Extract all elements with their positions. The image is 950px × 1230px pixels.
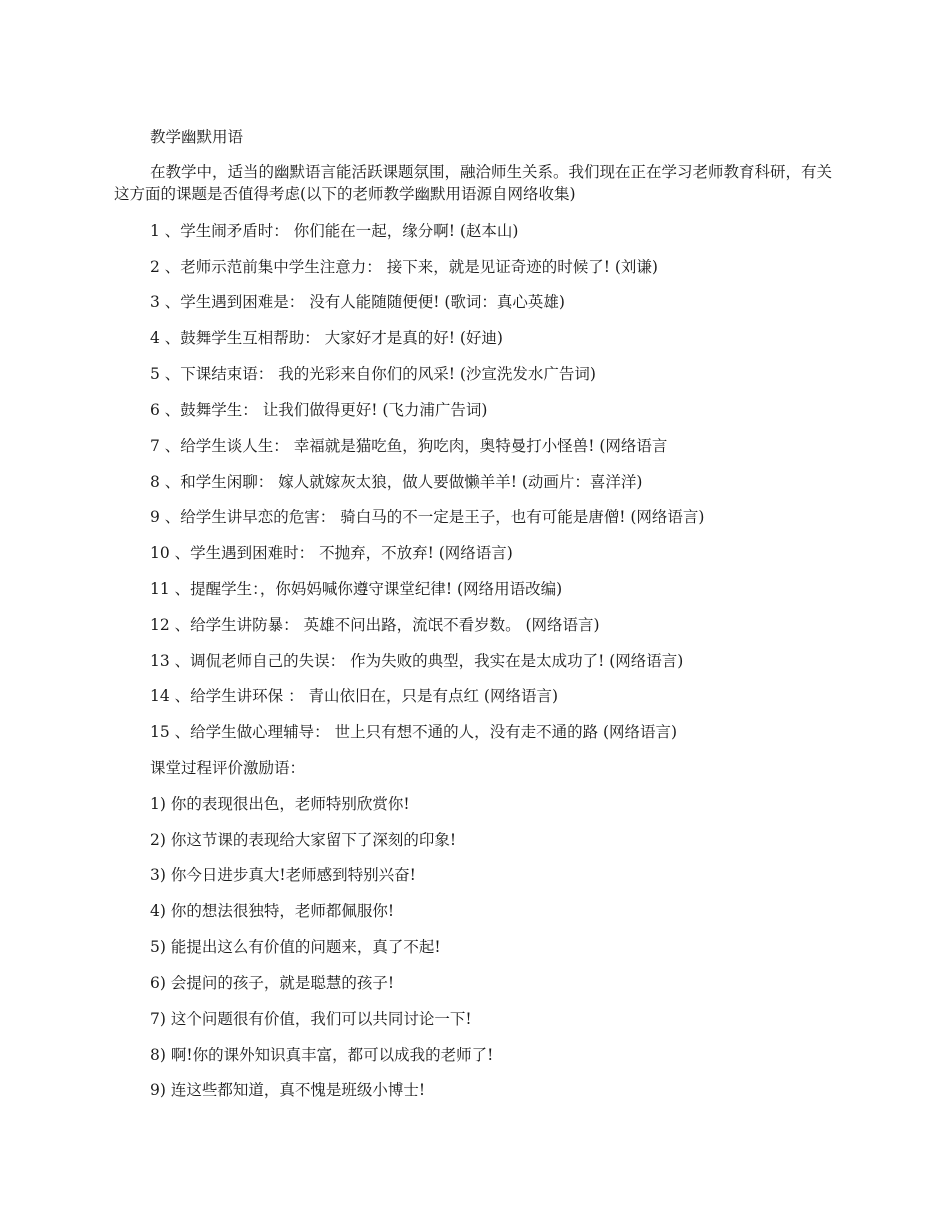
humor-item: 8 、和学生闲聊： 嫁人就嫁灰太狼，做人要做懒羊羊! (动画片：喜洋洋) bbox=[150, 473, 643, 491]
praise-item: 9) 连这些都知道，真不愧是班级小博士! bbox=[150, 1081, 426, 1099]
praise-item: 8) 啊!你的课外知识真丰富，都可以成我的老师了! bbox=[150, 1046, 494, 1064]
humor-item: 12 、给学生讲防暴： 英雄不问出路，流氓不看岁数。 (网络语言) bbox=[150, 616, 600, 634]
humor-item: 1 、学生闹矛盾时： 你们能在一起，缘分啊! (赵本山) bbox=[150, 222, 519, 240]
humor-item: 2 、老师示范前集中学生注意力： 接下来，就是见证奇迹的时候了! (刘谦) bbox=[150, 258, 658, 276]
humor-item: 14 、给学生讲环保 ： 青山依旧在，只是有点红 (网络语言) bbox=[150, 687, 559, 705]
praise-item: 4) 你的想法很独特，老师都佩服你! bbox=[150, 902, 395, 920]
praise-item: 7) 这个问题很有价值，我们可以共同讨论一下! bbox=[150, 1010, 472, 1028]
humor-item: 4 、鼓舞学生互相帮助： 大家好才是真的好! (好迪) bbox=[150, 329, 503, 347]
humor-item: 5 、下课结束语： 我的光彩来自你们的风采! (沙宣洗发水广告词) bbox=[150, 365, 596, 383]
humor-item: 15 、给学生做心理辅导： 世上只有想不通的人，没有走不通的路 (网络语言) bbox=[150, 723, 678, 741]
praise-item: 1) 你的表现很出色，老师特别欣赏你! bbox=[150, 795, 410, 813]
humor-item: 11 、提醒学生：，你妈妈喊你遵守课堂纪律! (网络用语改编) bbox=[150, 580, 563, 598]
humor-item: 3 、学生遇到困难是： 没有人能随随便便! (歌词：真心英雄) bbox=[150, 293, 565, 311]
intro-paragraph: 在教学中，适当的幽默语言能活跃课题氛围，融洽师生关系。我们现在正在学习老师教育科研，有关这方面的课题是否值得考虑(以下的老师教学幽默用语源自网络收集) bbox=[114, 163, 833, 203]
praise-item: 2) 你这节课的表现给大家留下了深刻的印象! bbox=[150, 831, 457, 849]
praise-heading: 课堂过程评价激励语： bbox=[150, 759, 306, 777]
praise-item: 3) 你今日进步真大!老师感到特别兴奋! bbox=[150, 866, 416, 884]
humor-item: 9 、给学生讲早恋的危害： 骑白马的不一定是王子，也有可能是唐僧! (网络语言) bbox=[150, 508, 705, 526]
humor-item: 7 、给学生谈人生： 幸福就是猫吃鱼，狗吃肉，奥特曼打小怪兽! (网络语言 bbox=[150, 437, 668, 455]
humor-item: 10 、学生遇到困难时： 不抛弃，不放弃! (网络语言) bbox=[150, 544, 513, 562]
praise-item: 5) 能提出这么有价值的问题来，真了不起! bbox=[150, 938, 441, 956]
humor-item: 6 、鼓舞学生： 让我们做得更好! (飞力浦广告词) bbox=[150, 401, 488, 419]
humor-item: 13 、调侃老师自己的失误： 作为失败的典型，我实在是太成功了! (网络语言) bbox=[150, 652, 684, 670]
document-title: 教学幽默用语 bbox=[150, 128, 244, 146]
praise-item: 6) 会提问的孩子，就是聪慧的孩子! bbox=[150, 974, 395, 992]
